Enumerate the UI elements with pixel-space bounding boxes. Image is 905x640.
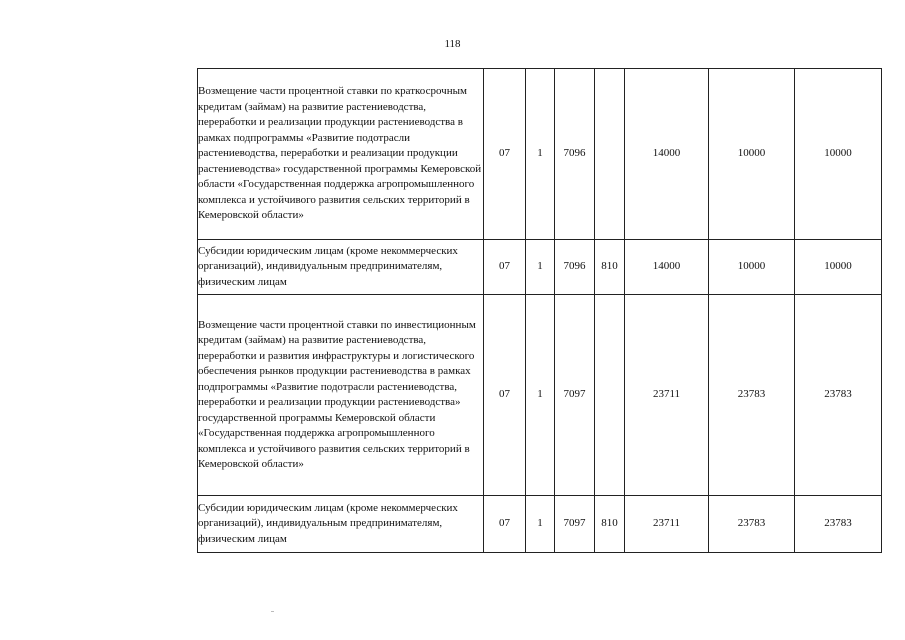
budget-table bbox=[197, 68, 882, 553]
subprogram-code-cell: 1 bbox=[526, 295, 555, 496]
expense-type-cell: 810 bbox=[595, 240, 625, 295]
year3-amount-cell: 23783 bbox=[795, 496, 882, 553]
target-article-code-cell: 7096 bbox=[555, 69, 595, 240]
subprogram-code-cell: 1 bbox=[526, 240, 555, 295]
year3-amount-cell: 10000 bbox=[795, 240, 882, 295]
table-row bbox=[198, 69, 882, 240]
year1-amount-cell: 23711 bbox=[625, 295, 709, 496]
year2-amount-cell: 23783 bbox=[709, 496, 795, 553]
expense-type-cell: 810 bbox=[595, 496, 625, 553]
expense-type-cell bbox=[595, 295, 625, 496]
year3-amount-cell: 10000 bbox=[795, 69, 882, 240]
row-description: Субсидии юридическим лицам (кроме некоммерческих организаций), индивидуальным предпринимателям, физическим лицам bbox=[198, 240, 484, 295]
table-row bbox=[198, 295, 882, 496]
subprogram-code-cell: 1 bbox=[526, 496, 555, 553]
table-row bbox=[198, 496, 882, 553]
target-article-code-cell: 7097 bbox=[555, 496, 595, 553]
year1-amount-cell: 14000 bbox=[625, 240, 709, 295]
scan-artifact bbox=[271, 611, 274, 612]
section-code-cell: 07 bbox=[484, 496, 526, 553]
subprogram-code-cell: 1 bbox=[526, 69, 555, 240]
section-code-cell: 07 bbox=[484, 240, 526, 295]
row-description: Возмещение части процентной ставки по инвестиционным кредитам (займам) на развитие растениеводства, переработки и развития инфраструктуры и логистического обеспечения рынков продукции растениеводства в рамках подпрограммы «Развитие подотрасли растениеводства, переработки и реализации продукции растениеводства» государственной программы Кемеровской области «Государственная поддержка агропромышленного комплекса и устойчивого развития сельских территорий в Кемеровской области» bbox=[198, 295, 484, 496]
section-code-cell: 07 bbox=[484, 295, 526, 496]
target-article-code-cell: 7096 bbox=[555, 240, 595, 295]
year2-amount-cell: 23783 bbox=[709, 295, 795, 496]
year3-amount-cell: 23783 bbox=[795, 295, 882, 496]
year2-amount-cell: 10000 bbox=[709, 69, 795, 240]
section-code-cell: 07 bbox=[484, 69, 526, 240]
year1-amount-cell: 23711 bbox=[625, 496, 709, 553]
page-number: 118 bbox=[444, 38, 461, 50]
table-row bbox=[198, 240, 882, 295]
row-description: Возмещение части процентной ставки по краткосрочным кредитам (займам) на развитие растениеводства, переработки и реализации продукции растениеводства в рамках подпрограммы «Развитие подотрасли растениеводства, переработки и реализации продукции растениеводства» государственной программы Кемеровской области «Государственная поддержка агропромышленного комплекса и устойчивого развития сельских территорий в Кемеровской области» bbox=[198, 69, 484, 240]
year1-amount-cell: 14000 bbox=[625, 69, 709, 240]
year2-amount-cell: 10000 bbox=[709, 240, 795, 295]
target-article-code-cell: 7097 bbox=[555, 295, 595, 496]
row-description: Субсидии юридическим лицам (кроме некоммерческих организаций), индивидуальным предпринимателям, физическим лицам bbox=[198, 496, 484, 553]
expense-type-cell bbox=[595, 69, 625, 240]
